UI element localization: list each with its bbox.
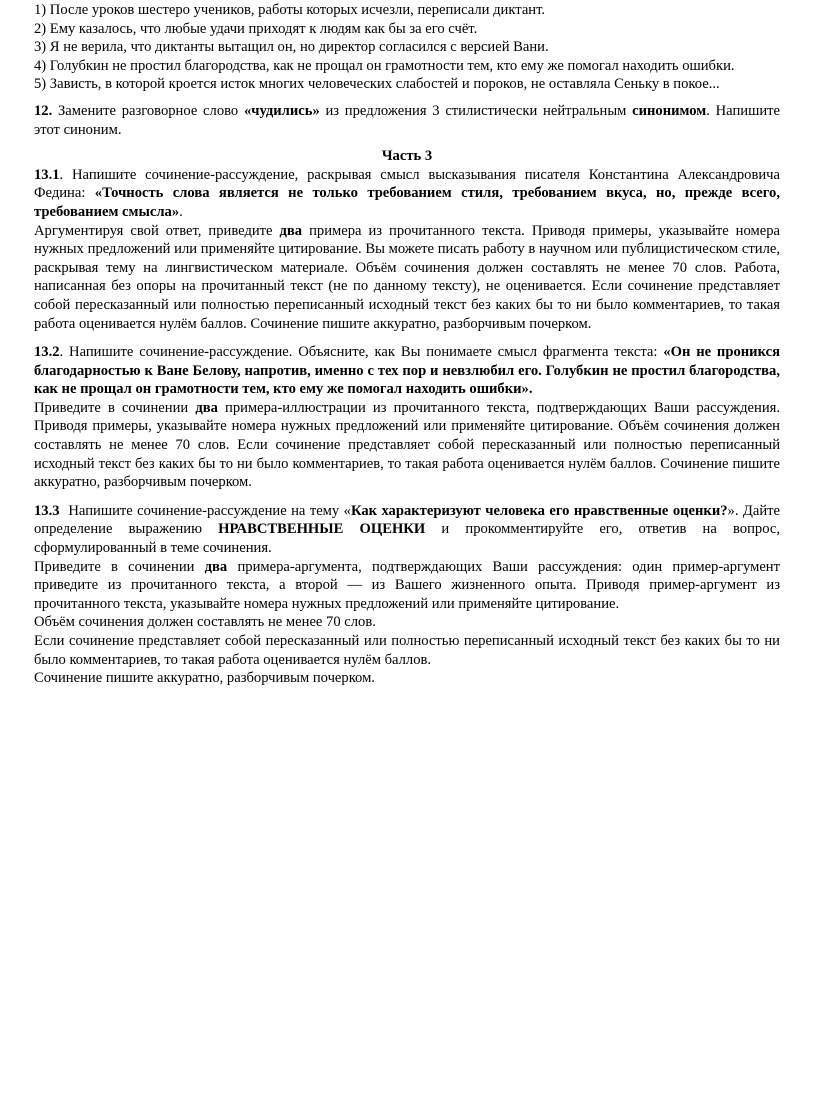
task-12: 12. Замените разговорное слово «чудились» из предложения 3 стилистически нейтральным синонимом. Напишите этот синоним. (34, 102, 780, 138)
task-13-2-instructions: Приведите в сочинении два примера-иллюстрации из прочитанного текста, подтверждающих Ваши рассуждения. Приводя примеры, указывайте номера нужных предложений или применяйте цитирование. Объём сочинения должен составлять не менее 70 слов. Если сочинение представляет собой пересказанный или полностью переписанный исходный текст без каких бы то ни было комментариев, то такая работа оценивается нулём баллов. Сочинение пишите аккуратно, разборчивым почерком. (34, 399, 780, 491)
task-13-3-number: 13.3 (34, 502, 60, 519)
task-13-1-quote: «Точность слова является не только требованием стиля, требованием вкуса, но, прежде всего, требованием смысла» (34, 185, 780, 220)
part-3-heading: Часть 3 (381, 148, 433, 165)
option-3: 3) Я не верила, что диктанты вытащил он, но директор согласился с версией Вани. (34, 39, 549, 56)
task-13-3-retelling-note: Если сочинение представляет собой пересказанный или полностью переписанный исходный текст без каких бы то ни было комментариев, то такая работа оценивается нулём баллов. (34, 633, 780, 668)
task-13-2-number: 13.2 (34, 344, 60, 361)
task-13-3-instructions: Приведите в сочинении два примера-аргумента, подтверждающих Ваши рассуждения: один пример-аргумент приведите из прочитанного текста, а второй — из Вашего жизненного опыта. Приводя пример-аргумент из прочитанного текста, указывайте номера нужных предложений или применяйте цитирование. (34, 558, 780, 612)
task-13-1-statement: 13.1. Напишите сочинение-рассуждение, раскрывая смысл высказывания писателя Константина Александровича Федина: «Точность слова является не только требованием стиля, требованием вкуса, но, прежде всего, требованием смысла». (34, 166, 780, 220)
task-12-number: 12. (34, 102, 53, 119)
task-13-2-statement: 13.2. Напишите сочинение-рассуждение. Объясните, как Вы понимаете смысл фрагмента текста: «Он не проникся благодарностью к Ване Белову, напротив, именно с тех пор и невзлюбил его. Голубкин не простил благородства, как не прощал он грамотности тем, кто ему же помогал находить ошибки». (34, 344, 780, 398)
task-13-3-topic: Как характеризуют человека его нравственные оценки? (350, 502, 728, 519)
option-4: 4) Голубкин не простил благородства, как не прощал он грамотности тем, кто ему же помогал находить ошибки. (34, 57, 735, 74)
task-13-2 (34, 343, 780, 492)
task-13-1-instructions: Аргументируя свой ответ, приведите два примера из прочитанного текста. Приводя примеры, указывайте номера нужных предложений или применяйте цитирование. Вы можете писать работу в научном или публицистическом стиле, раскрывая тему на лингвистическом материале. Объём сочинения должен составлять не менее 70 слов. Работа, написанная без опоры на прочитанный текст (не по данному тексту), не оценивается. Если сочинение представляет собой пересказанный или полностью переписанный исходный текст без каких бы то ни было комментариев, то такая работа оценивается нулём баллов. Сочинение пишите аккуратно, разборчивым почерком. (34, 222, 780, 332)
task-13-3-term: НРАВСТВЕННЫЕ ОЦЕНКИ (218, 521, 426, 538)
task-13-3 (34, 502, 780, 688)
task-12-word: «чудились» (243, 102, 320, 119)
option-5: 5) Зависть, в которой кроется исток многих человеческих слабостей и пороков, не оставляла Сеньку в покое... (34, 76, 720, 93)
task-12-synonym: синонимом (632, 102, 707, 119)
task-13-1 (34, 166, 780, 333)
task-13-3-length: Объём сочинения должен составлять не менее 70 слов. (34, 614, 376, 631)
task-13-3-handwriting-note: Сочинение пишите аккуратно, разборчивым почерком. (34, 670, 375, 687)
task-13-3-statement: 13.3 Напишите сочинение-рассуждение на тему «Как характеризуют человека его нравственные оценки?». Дайте определение выражению НРАВСТВЕННЫЕ ОЦЕНКИ и прокомментируйте его, ответив на вопрос, сформулированный в теме сочинения. (34, 502, 780, 557)
answer-options (34, 1, 780, 94)
option-2: 2) Ему казалось, что любые удачи приходят к людям как бы за его счёт. (34, 20, 478, 37)
task-13-1-number: 13.1 (34, 166, 60, 183)
option-1: 1) После уроков шестеро учеников, работы которых исчезли, переписали диктант. (34, 2, 546, 18)
task-13-2-quote: «Он не проникся благодарностью к Ване Белову, напротив, именно с тех пор и невзлюбил его. Голубкин не простил благородства, как не прощал он грамотности тем, кто ему же помогал находить ошибки». (34, 344, 780, 398)
